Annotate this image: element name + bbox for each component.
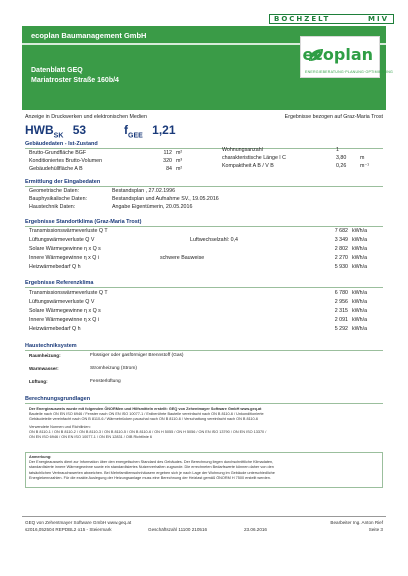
standort-solar-unit: kWh/a [352, 246, 368, 252]
bauphys-value: Bestandsplan und Aufnahme SV., 19.05.2016 [112, 196, 219, 202]
section-standortklima: Ergebnisse Standortklima (Graz-Maria Trost) [25, 219, 383, 227]
ref-innere-unit: kWh/a [352, 317, 368, 323]
berechnung-line-4: Verwendete Normen und Richtlinien: [29, 424, 91, 429]
section-gebaeudedaten: Gebäudedaten - Ist-Zustand [25, 141, 383, 149]
lueftung-value: Fensterlüftung [90, 379, 121, 384]
ref-heizwaerme-label: Heizwärmebedarf Q h [29, 326, 81, 332]
ref-solar-label: Solare Wärmegewinne η x Q s [29, 308, 101, 314]
section-berechnung: Berechnungsgrundlagen [25, 396, 383, 404]
anmerkung-line-2: standardisierte innere Wärmegewinne sowie ein standardisiertes Nutzerverhalten zugrunde. Die errechneten Bedarfswerte können daher von den [29, 465, 274, 470]
title-line-1: Datenblatt GEQ [31, 67, 83, 74]
display-note: Anzeige in Druckwerken und elektronischen Medien [25, 114, 147, 120]
char-laenge-unit: m [360, 155, 365, 161]
kompaktheit-value: 0,26 [336, 163, 347, 169]
bgf-label: Brutto-Grundfläche BGF [29, 150, 87, 156]
standort-transmission-unit: kWh/a [352, 228, 368, 234]
kompaktheit-label: Kompaktheit A B / V B [222, 163, 274, 169]
ref-lueftung-value: 2 956 [334, 299, 348, 305]
footer-divider [22, 516, 386, 517]
standort-transmission-value: 7 682 [334, 228, 348, 234]
footer-bearbeiter: Bearbeiter Ing. Anton Rief [330, 520, 383, 525]
ref-solar-value: 2 315 [334, 308, 348, 314]
hwb-value: $HWB_{SK}$ 53 [25, 123, 87, 140]
warmwasser-value: Stromheizung (Strom) [90, 366, 137, 371]
bauweise: schwere Bauweise [160, 255, 205, 261]
wohnungen-label: Wohnungsanzahl [222, 147, 263, 153]
footer-page: Seite 3 [368, 527, 383, 532]
char-laenge-label: charakteristische Länge l C [222, 155, 286, 161]
ref-transmission-unit: kWh/a [352, 290, 368, 296]
brand-left: BÖCHZELT [274, 15, 331, 23]
huellflaeche-label: Gebäudehüllfläche A B [29, 166, 83, 172]
volume-label: Konditioniertes Brutto-Volumen [29, 158, 103, 164]
ref-innere-label: Innere Wärmegewinne η x Q i [29, 317, 100, 323]
standort-innere-value: 2 270 [334, 255, 348, 261]
berechnung-box [25, 405, 383, 450]
berechnung-line-3: Gebäudeteile vereinfacht nach ON B 8110-6 / Wärmebrücken pauschal nach ON B 8110-6 / Verschattung vereinfacht nach ON B 8110-6 [29, 417, 258, 422]
volume-value: 320 [163, 158, 172, 164]
bgf-value: 112 [163, 150, 172, 156]
section-referenzklima: Ergebnisse Referenzklima [25, 280, 383, 288]
haustech-label: Haustechnik Daten: [29, 204, 76, 210]
fgee-value: $f_{GEE}$ 1,21 [124, 123, 176, 140]
standort-heizwaerme-value: 5 930 [334, 264, 348, 270]
anmerkung-title: Anmerkung: [29, 455, 52, 459]
title-line-2: Mariatroster Straße 160b/4 [31, 77, 119, 84]
ref-transmission-label: Transmissionswärmeverluste Q T [29, 290, 108, 296]
berechnung-line-2: Bauteile nach ON EN ISO 6946 / Fenster nach ON EN ISO 10077-1 / Erdberührte Bauteile vereinfacht nach ON B 8110-6 / Unkonditionierte [29, 412, 264, 417]
lueftung-label: Lüftung: [29, 379, 48, 384]
standort-solar-label: Solare Wärmegewinne η x Q s [29, 246, 101, 252]
standort-heizwaerme-label: Heizwärmebedarf Q h [29, 264, 81, 270]
brand-right: MIV [368, 15, 389, 23]
bauphys-label: Bauphysikalische Daten: [29, 196, 88, 202]
document-title [31, 66, 119, 86]
logo-subtitle: ENERGIEBERATUNG·PLANUNG·OPTIMIERUNG [305, 70, 393, 74]
section-eingabedaten: Ermittlung der Eingabedaten [25, 179, 383, 187]
ref-heizwaerme-value: 5 292 [334, 326, 348, 332]
ref-lueftung-unit: kWh/a [352, 299, 368, 305]
bgf-unit: m² [176, 150, 183, 156]
footer-code: s2016,052504 REPDBL2 o15 - Steiermark [25, 527, 112, 532]
logo-word: ecoplan [302, 45, 373, 64]
geo-label: Geometrische Daten: [29, 188, 80, 194]
standort-solar-value: 2 802 [334, 246, 348, 252]
kompaktheit-unit: m⁻¹ [360, 163, 369, 169]
footer-software: GEQ von Zehentmayer Software GmbH www.geq.at [25, 520, 132, 525]
berechnung-line-5: ON B 8110-1 / ON B 8110-2 / ON B 8110-3 / ON B 8110-5 / ON B 8110-6 / ON H 5055 / ON H 5056 / ON EN ISO 13790 / ON EN ISO 13370 / [29, 429, 267, 434]
ref-solar-unit: kWh/a [352, 308, 368, 314]
raumheizung-label: Raumheizung: [29, 353, 61, 358]
berechnung-line-6: ON EN ISO 6946 / ON EN ISO 10077-1 / ON EN 12831 / OIB Richtlinie 6 [29, 435, 153, 440]
footer-geschaeftszahl: Geschäftszahl 11100 210516 [148, 527, 208, 532]
huellflaeche-value: 84 [166, 166, 172, 172]
berechnung-line-1: Der Energieausweis wurde mit folgenden ÖNORMen und Hilfsmitteln erstellt: GEQ von Zehentmayer Software GmbH www.geq.at [29, 407, 262, 411]
ecoplan-logo [300, 36, 393, 78]
char-laenge-value: 3,80 [336, 155, 347, 161]
ref-heizwaerme-unit: kWh/a [352, 326, 368, 332]
ref-innere-value: 2 091 [334, 317, 348, 323]
standort-lueftung-label: Lüftungswärmeverluste Q V [29, 237, 95, 243]
brand-strip [269, 14, 394, 24]
standort-innere-unit: kWh/a [352, 255, 368, 261]
company-name: ecoplan Baumanagement GmbH [31, 31, 147, 40]
volume-unit: m³ [176, 158, 183, 164]
anmerkung-box [25, 452, 383, 488]
footer-date: 23.06.2016 [244, 527, 267, 532]
standort-lueftung-value: 3 349 [334, 237, 348, 243]
haustech-value: Angabe Eigentümerin, 20.05.2016 [112, 204, 193, 210]
geo-value: Bestandsplan , 27.02.1996 [112, 188, 176, 194]
ref-lueftung-label: Lüftungswärmeverluste Q V [29, 299, 95, 305]
standort-transmission-label: Transmissionswärmeverluste Q T [29, 228, 108, 234]
standort-lueftung-unit: kWh/a [352, 237, 368, 243]
raumheizung-value: Flüssiger oder gasförmiger Brennstoff (Gas) [90, 353, 184, 358]
anmerkung-line-1: Der Energieausweis dient zur Information über den energetischen Standard des Gebäudes. Der Berechnung liegen durchschnittliche Klimadaten, [29, 460, 274, 465]
result-note: Ergebnisse bezogen auf Graz-Maria Trost [284, 114, 383, 120]
anmerkung-line-4: Energiekennzahlen. Für die exakte Auslegung der Heizungsanlage muss eine Berechnung der Heizlast gemäß ÖNORM H 7500 erstellt werden. [29, 475, 271, 480]
standort-heizwaerme-unit: kWh/a [352, 264, 368, 270]
standort-innere-label: Innere Wärmegewinne η x Q i [29, 255, 100, 261]
warmwasser-label: Warmwasser: [29, 366, 59, 371]
huellflaeche-unit: m² [176, 166, 183, 172]
luftwechselzahl: Luftwechselzahl: 0,4 [190, 237, 238, 243]
anmerkung-line-3: tatsächlichen Verbrauchswerten abweichen. Bei Mehrfamilienwohnhäusern ergeben sich je nach Lage der Wohnung im Gebäude unterschiedliche [29, 470, 275, 475]
ref-transmission-value: 6 780 [334, 290, 348, 296]
header-banner [22, 26, 393, 110]
section-haustechnik: Haustechniksystem [25, 343, 383, 351]
wohnungen-value: 1 [336, 147, 339, 153]
